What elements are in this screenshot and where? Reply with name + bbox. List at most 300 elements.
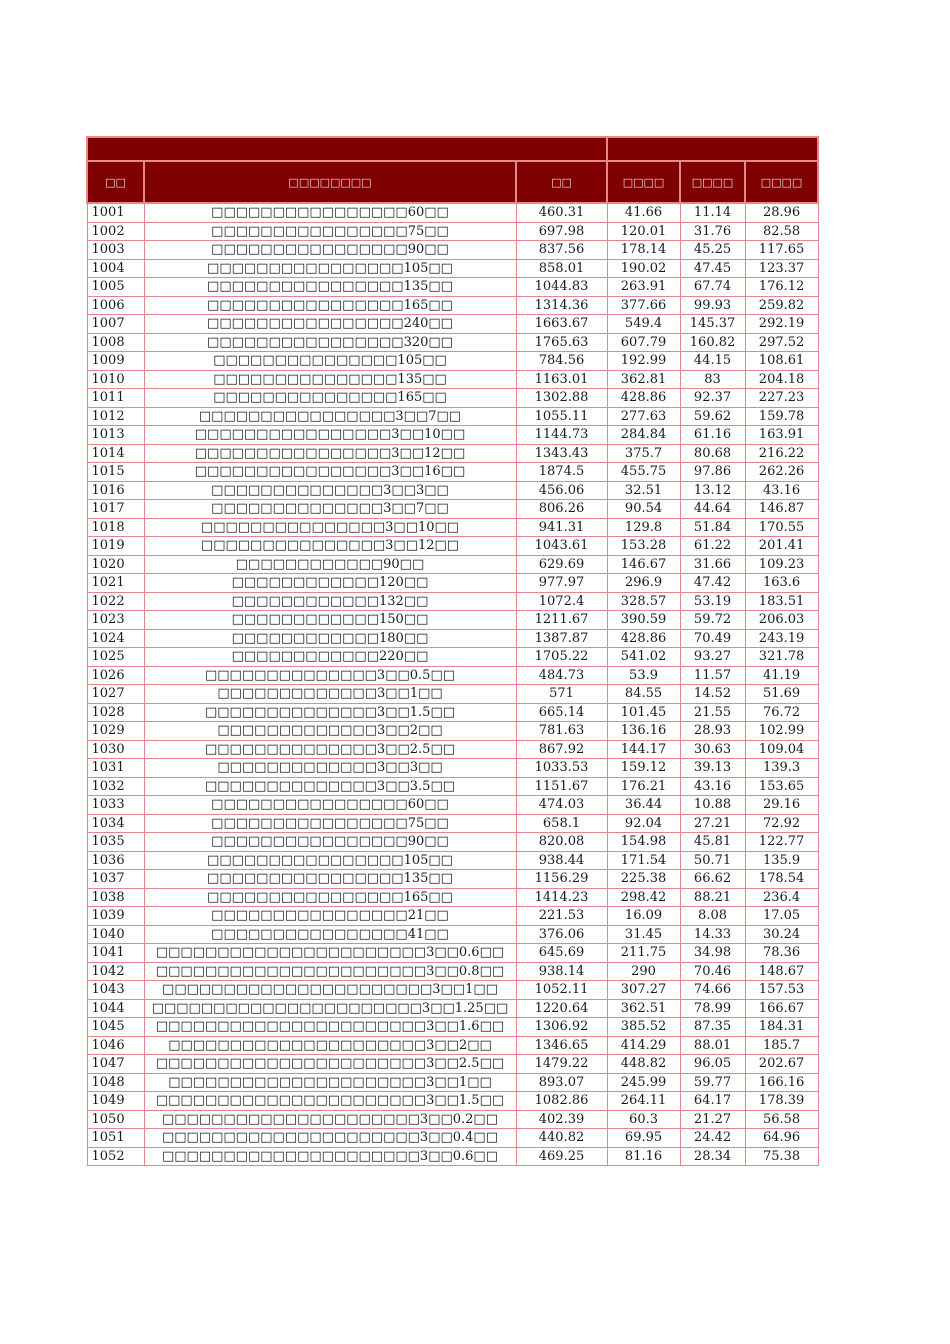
- cell-col-c: 51.69: [745, 685, 818, 704]
- cell-name: □□□□□□□□□□□□□□□□□□□□□3□□0.6□□: [144, 1147, 516, 1166]
- cell-col-a: 178.14: [607, 241, 680, 260]
- table-row: [87, 370, 818, 389]
- cell-col-c: 41.19: [745, 666, 818, 685]
- table-row: [87, 925, 818, 944]
- cell-price: 1156.29: [516, 870, 607, 889]
- table-row: [87, 851, 818, 870]
- cell-id: 1048: [87, 1073, 144, 1092]
- cell-price: 1163.01: [516, 370, 607, 389]
- cell-col-b: 27.21: [680, 814, 745, 833]
- cell-col-b: 31.66: [680, 555, 745, 574]
- table-row: [87, 278, 818, 297]
- cell-col-b: 74.66: [680, 981, 745, 1000]
- cell-id: 1021: [87, 574, 144, 593]
- cell-name: □□□□□□□□□□□□□□□3□□12□□: [144, 537, 516, 556]
- cell-price: 221.53: [516, 907, 607, 926]
- cell-col-a: 153.28: [607, 537, 680, 556]
- cell-price: 629.69: [516, 555, 607, 574]
- cell-id: 1050: [87, 1110, 144, 1129]
- cell-col-c: 56.58: [745, 1110, 818, 1129]
- cell-col-a: 455.75: [607, 463, 680, 482]
- cell-id: 1011: [87, 389, 144, 408]
- cell-col-b: 59.62: [680, 407, 745, 426]
- cell-col-a: 101.45: [607, 703, 680, 722]
- cell-price: 484.73: [516, 666, 607, 685]
- cell-price: 1072.4: [516, 592, 607, 611]
- cell-col-c: 259.82: [745, 296, 818, 315]
- header-id: □□: [87, 161, 144, 203]
- cell-name: □□□□□□□□□□□□□□□□90□□: [144, 833, 516, 852]
- cell-col-a: 192.99: [607, 352, 680, 371]
- table-row: [87, 574, 818, 593]
- cell-name: □□□□□□□□□□□□□□□135□□: [144, 370, 516, 389]
- table-row: [87, 833, 818, 852]
- header-name: □□□□□□□□: [144, 161, 516, 203]
- cell-col-a: 171.54: [607, 851, 680, 870]
- table-row: [87, 907, 818, 926]
- cell-id: 1014: [87, 444, 144, 463]
- cell-id: 1033: [87, 796, 144, 815]
- cell-col-b: 53.19: [680, 592, 745, 611]
- cell-col-b: 78.99: [680, 999, 745, 1018]
- cell-col-b: 44.64: [680, 500, 745, 519]
- table-row: [87, 722, 818, 741]
- cell-price: 1306.92: [516, 1018, 607, 1037]
- cell-col-b: 145.37: [680, 315, 745, 334]
- cell-col-b: 70.49: [680, 629, 745, 648]
- cell-name: □□□□□□□□□□□□□□□□135□□: [144, 278, 516, 297]
- table-row: [87, 203, 818, 222]
- table-row: [87, 444, 818, 463]
- cell-id: 1004: [87, 259, 144, 278]
- cell-col-b: 61.16: [680, 426, 745, 445]
- cell-id: 1046: [87, 1036, 144, 1055]
- cell-col-a: 428.86: [607, 389, 680, 408]
- cell-col-b: 24.42: [680, 1129, 745, 1148]
- cell-col-c: 76.72: [745, 703, 818, 722]
- cell-price: 938.44: [516, 851, 607, 870]
- cell-col-c: 183.51: [745, 592, 818, 611]
- cell-price: 820.08: [516, 833, 607, 852]
- cell-price: 1874.5: [516, 463, 607, 482]
- cell-name: □□□□□□□□□□□□□□□165□□: [144, 389, 516, 408]
- cell-name: □□□□□□□□□□□□□□□□□□□□□□3□□0.6□□: [144, 944, 516, 963]
- table-row: [87, 740, 818, 759]
- cell-col-c: 243.19: [745, 629, 818, 648]
- cell-id: 1041: [87, 944, 144, 963]
- table-row: [87, 870, 818, 889]
- cell-id: 1012: [87, 407, 144, 426]
- cell-price: 1387.87: [516, 629, 607, 648]
- cell-name: □□□□□□□□□□□□□□□□□□□□□□3□□1□□: [144, 981, 516, 1000]
- cell-name: □□□□□□□□□□□□□□□105□□: [144, 352, 516, 371]
- cell-name: □□□□□□□□□□□□220□□: [144, 648, 516, 667]
- table-row: [87, 1055, 818, 1074]
- cell-col-c: 206.03: [745, 611, 818, 630]
- cell-col-b: 31.76: [680, 222, 745, 241]
- cell-col-a: 328.57: [607, 592, 680, 611]
- cell-id: 1002: [87, 222, 144, 241]
- cell-col-a: 307.27: [607, 981, 680, 1000]
- cell-name: □□□□□□□□□□□□□□□3□□10□□: [144, 518, 516, 537]
- cell-name: □□□□□□□□□□□□□□□□165□□: [144, 888, 516, 907]
- cell-price: 571: [516, 685, 607, 704]
- table-row: [87, 537, 818, 556]
- cell-col-a: 41.66: [607, 203, 680, 222]
- cell-col-a: 362.81: [607, 370, 680, 389]
- cell-price: 941.31: [516, 518, 607, 537]
- cell-col-a: 263.91: [607, 278, 680, 297]
- cell-id: 1029: [87, 722, 144, 741]
- cell-col-b: 47.42: [680, 574, 745, 593]
- cell-id: 1023: [87, 611, 144, 630]
- cell-col-c: 204.18: [745, 370, 818, 389]
- cell-col-a: 144.17: [607, 740, 680, 759]
- cell-col-b: 34.98: [680, 944, 745, 963]
- cell-price: 938.14: [516, 962, 607, 981]
- cell-col-c: 236.4: [745, 888, 818, 907]
- cell-col-b: 28.93: [680, 722, 745, 741]
- table-row: [87, 222, 818, 241]
- cell-col-a: 69.95: [607, 1129, 680, 1148]
- cell-price: 858.01: [516, 259, 607, 278]
- cell-col-c: 109.04: [745, 740, 818, 759]
- cell-col-c: 148.67: [745, 962, 818, 981]
- cell-col-a: 190.02: [607, 259, 680, 278]
- cell-name: □□□□□□□□□□□□□□□□□□□□□3□□0.2□□: [144, 1110, 516, 1129]
- table-row: [87, 814, 818, 833]
- cell-col-c: 72.92: [745, 814, 818, 833]
- cell-id: 1028: [87, 703, 144, 722]
- cell-col-b: 45.81: [680, 833, 745, 852]
- cell-price: 1211.67: [516, 611, 607, 630]
- table-row: [87, 352, 818, 371]
- cell-price: 1082.86: [516, 1092, 607, 1111]
- cell-col-a: 129.8: [607, 518, 680, 537]
- cell-name: □□□□□□□□□□□□□□□□□□□□□□3□□0.8□□: [144, 962, 516, 981]
- cell-col-b: 21.27: [680, 1110, 745, 1129]
- cell-price: 1055.11: [516, 407, 607, 426]
- header-group-left: [87, 137, 607, 161]
- cell-col-b: 44.15: [680, 352, 745, 371]
- cell-price: 440.82: [516, 1129, 607, 1148]
- table-row: [87, 426, 818, 445]
- cell-col-b: 8.08: [680, 907, 745, 926]
- cell-price: 806.26: [516, 500, 607, 519]
- table-row: [87, 1147, 818, 1166]
- table-row: [87, 777, 818, 796]
- price-table: [86, 136, 819, 1166]
- cell-id: 1030: [87, 740, 144, 759]
- cell-id: 1051: [87, 1129, 144, 1148]
- cell-price: 1479.22: [516, 1055, 607, 1074]
- cell-col-c: 108.61: [745, 352, 818, 371]
- table-row: [87, 666, 818, 685]
- cell-col-b: 92.37: [680, 389, 745, 408]
- cell-col-a: 81.16: [607, 1147, 680, 1166]
- header-row: [87, 161, 818, 203]
- cell-price: 1765.63: [516, 333, 607, 352]
- cell-col-b: 39.13: [680, 759, 745, 778]
- cell-name: □□□□□□□□□□□□□□□□105□□: [144, 851, 516, 870]
- cell-col-b: 11.57: [680, 666, 745, 685]
- cell-col-b: 93.27: [680, 648, 745, 667]
- cell-price: 460.31: [516, 203, 607, 222]
- table-row: [87, 1036, 818, 1055]
- cell-col-c: 178.39: [745, 1092, 818, 1111]
- cell-id: 1039: [87, 907, 144, 926]
- cell-col-c: 109.23: [745, 555, 818, 574]
- cell-col-c: 17.05: [745, 907, 818, 926]
- cell-name: □□□□□□□□□□□□□3□□2□□: [144, 722, 516, 741]
- cell-id: 1040: [87, 925, 144, 944]
- cell-col-b: 96.05: [680, 1055, 745, 1074]
- cell-price: 402.39: [516, 1110, 607, 1129]
- cell-col-b: 14.52: [680, 685, 745, 704]
- cell-col-a: 92.04: [607, 814, 680, 833]
- table-row: [87, 241, 818, 260]
- cell-col-c: 176.12: [745, 278, 818, 297]
- cell-col-c: 64.96: [745, 1129, 818, 1148]
- cell-name: □□□□□□□□□□□□□3□□1□□: [144, 685, 516, 704]
- cell-col-c: 185.7: [745, 1036, 818, 1055]
- cell-col-c: 75.38: [745, 1147, 818, 1166]
- cell-col-c: 184.31: [745, 1018, 818, 1037]
- cell-name: □□□□□□□□□□□□□□3□□2.5□□: [144, 740, 516, 759]
- cell-id: 1009: [87, 352, 144, 371]
- cell-price: 977.97: [516, 574, 607, 593]
- cell-id: 1017: [87, 500, 144, 519]
- price-table-sheet: [86, 136, 817, 1166]
- cell-col-b: 10.88: [680, 796, 745, 815]
- cell-col-a: 375.7: [607, 444, 680, 463]
- cell-col-a: 176.21: [607, 777, 680, 796]
- cell-name: □□□□□□□□□□□□□□3□□3□□: [144, 481, 516, 500]
- cell-name: □□□□□□□□□□□□□□□□3□□12□□: [144, 444, 516, 463]
- cell-name: □□□□□□□□□□□□□□□□□□□□□3□□0.4□□: [144, 1129, 516, 1148]
- cell-price: 1302.88: [516, 389, 607, 408]
- cell-name: □□□□□□□□□□□□□□3□□0.5□□: [144, 666, 516, 685]
- cell-col-c: 117.65: [745, 241, 818, 260]
- cell-id: 1019: [87, 537, 144, 556]
- cell-col-c: 82.58: [745, 222, 818, 241]
- cell-col-c: 122.77: [745, 833, 818, 852]
- table-row: [87, 333, 818, 352]
- cell-col-b: 97.86: [680, 463, 745, 482]
- cell-col-b: 88.01: [680, 1036, 745, 1055]
- cell-name: □□□□□□□□□□□□□□□□□□□□□□3□□1.6□□: [144, 1018, 516, 1037]
- cell-id: 1052: [87, 1147, 144, 1166]
- cell-col-a: 60.3: [607, 1110, 680, 1129]
- cell-col-a: 225.38: [607, 870, 680, 889]
- cell-col-b: 47.45: [680, 259, 745, 278]
- cell-col-b: 99.93: [680, 296, 745, 315]
- table-row: [87, 518, 818, 537]
- cell-name: □□□□□□□□□□□□□□□□75□□: [144, 222, 516, 241]
- cell-col-b: 59.77: [680, 1073, 745, 1092]
- cell-col-a: 296.9: [607, 574, 680, 593]
- cell-col-a: 32.51: [607, 481, 680, 500]
- cell-col-b: 11.14: [680, 203, 745, 222]
- cell-price: 1044.83: [516, 278, 607, 297]
- cell-col-b: 61.22: [680, 537, 745, 556]
- cell-id: 1003: [87, 241, 144, 260]
- cell-col-a: 120.01: [607, 222, 680, 241]
- cell-col-b: 64.17: [680, 1092, 745, 1111]
- cell-col-a: 36.44: [607, 796, 680, 815]
- cell-col-c: 43.16: [745, 481, 818, 500]
- cell-col-c: 163.91: [745, 426, 818, 445]
- table-row: [87, 611, 818, 630]
- cell-col-a: 448.82: [607, 1055, 680, 1074]
- cell-col-b: 88.21: [680, 888, 745, 907]
- header-group-row: [87, 137, 818, 161]
- table-row: [87, 555, 818, 574]
- header-price: □□: [516, 161, 607, 203]
- cell-id: 1020: [87, 555, 144, 574]
- cell-price: 645.69: [516, 944, 607, 963]
- table-body: [87, 203, 818, 1166]
- cell-col-c: 102.99: [745, 722, 818, 741]
- cell-name: □□□□□□□□□□□□120□□: [144, 574, 516, 593]
- table-row: [87, 315, 818, 334]
- cell-name: □□□□□□□□□□□□□□□□□□□□□3□□1□□: [144, 1073, 516, 1092]
- cell-name: □□□□□□□□□□□□□□□□□□□□□□3□□1.5□□: [144, 1092, 516, 1111]
- cell-col-a: 290: [607, 962, 680, 981]
- cell-col-c: 262.26: [745, 463, 818, 482]
- cell-id: 1045: [87, 1018, 144, 1037]
- cell-col-b: 30.63: [680, 740, 745, 759]
- cell-id: 1037: [87, 870, 144, 889]
- cell-price: 665.14: [516, 703, 607, 722]
- cell-price: 1043.61: [516, 537, 607, 556]
- table-row: [87, 703, 818, 722]
- cell-id: 1024: [87, 629, 144, 648]
- table-row: [87, 796, 818, 815]
- header-col-b: □□□□: [680, 161, 745, 203]
- cell-col-b: 66.62: [680, 870, 745, 889]
- cell-col-b: 43.16: [680, 777, 745, 796]
- cell-id: 1010: [87, 370, 144, 389]
- cell-col-c: 170.55: [745, 518, 818, 537]
- cell-col-b: 21.55: [680, 703, 745, 722]
- cell-col-a: 377.66: [607, 296, 680, 315]
- cell-price: 456.06: [516, 481, 607, 500]
- cell-col-c: 166.16: [745, 1073, 818, 1092]
- cell-price: 1144.73: [516, 426, 607, 445]
- cell-price: 1151.67: [516, 777, 607, 796]
- cell-price: 1220.64: [516, 999, 607, 1018]
- cell-price: 474.03: [516, 796, 607, 815]
- table-row: [87, 259, 818, 278]
- cell-name: □□□□□□□□□□□□□□□□41□□: [144, 925, 516, 944]
- cell-col-a: 390.59: [607, 611, 680, 630]
- cell-id: 1032: [87, 777, 144, 796]
- cell-price: 697.98: [516, 222, 607, 241]
- cell-name: □□□□□□□□□□□□□3□□3□□: [144, 759, 516, 778]
- cell-price: 1314.36: [516, 296, 607, 315]
- cell-name: □□□□□□□□□□□□□□□□□□□□□3□□2□□: [144, 1036, 516, 1055]
- table-row: [87, 629, 818, 648]
- cell-col-b: 45.25: [680, 241, 745, 260]
- cell-name: □□□□□□□□□□□□132□□: [144, 592, 516, 611]
- cell-col-a: 428.86: [607, 629, 680, 648]
- table-row: [87, 389, 818, 408]
- cell-name: □□□□□□□□□□□□□□□□60□□: [144, 796, 516, 815]
- cell-id: 1008: [87, 333, 144, 352]
- cell-id: 1034: [87, 814, 144, 833]
- table-row: [87, 1073, 818, 1092]
- cell-col-c: 297.52: [745, 333, 818, 352]
- table-row: [87, 1018, 818, 1037]
- cell-col-c: 28.96: [745, 203, 818, 222]
- table-row: [87, 685, 818, 704]
- cell-col-a: 154.98: [607, 833, 680, 852]
- table-row: [87, 1110, 818, 1129]
- cell-name: □□□□□□□□□□□□□□□□3□□16□□: [144, 463, 516, 482]
- cell-col-b: 80.68: [680, 444, 745, 463]
- cell-col-b: 67.74: [680, 278, 745, 297]
- cell-id: 1027: [87, 685, 144, 704]
- cell-id: 1007: [87, 315, 144, 334]
- table-row: [87, 759, 818, 778]
- cell-col-c: 163.6: [745, 574, 818, 593]
- cell-col-c: 30.24: [745, 925, 818, 944]
- cell-price: 1414.23: [516, 888, 607, 907]
- cell-name: □□□□□□□□□□□□180□□: [144, 629, 516, 648]
- cell-id: 1018: [87, 518, 144, 537]
- cell-col-a: 159.12: [607, 759, 680, 778]
- cell-id: 1025: [87, 648, 144, 667]
- cell-col-a: 31.45: [607, 925, 680, 944]
- cell-col-b: 83: [680, 370, 745, 389]
- cell-col-b: 160.82: [680, 333, 745, 352]
- table-row: [87, 981, 818, 1000]
- table-row: [87, 1129, 818, 1148]
- cell-col-c: 202.67: [745, 1055, 818, 1074]
- cell-name: □□□□□□□□□□□□□□3□□3.5□□: [144, 777, 516, 796]
- cell-name: □□□□□□□□□□□□90□□: [144, 555, 516, 574]
- cell-name: □□□□□□□□□□□□□□□□90□□: [144, 241, 516, 260]
- table-row: [87, 500, 818, 519]
- cell-price: 376.06: [516, 925, 607, 944]
- cell-id: 1036: [87, 851, 144, 870]
- cell-id: 1031: [87, 759, 144, 778]
- table-row: [87, 962, 818, 981]
- cell-price: 867.92: [516, 740, 607, 759]
- cell-col-b: 70.46: [680, 962, 745, 981]
- table-row: [87, 463, 818, 482]
- table-row: [87, 592, 818, 611]
- cell-name: □□□□□□□□□□□□□□3□□1.5□□: [144, 703, 516, 722]
- cell-col-a: 284.84: [607, 426, 680, 445]
- cell-col-a: 362.51: [607, 999, 680, 1018]
- cell-price: 781.63: [516, 722, 607, 741]
- cell-col-c: 29.16: [745, 796, 818, 815]
- cell-col-a: 607.79: [607, 333, 680, 352]
- cell-id: 1042: [87, 962, 144, 981]
- cell-price: 1052.11: [516, 981, 607, 1000]
- cell-col-c: 216.22: [745, 444, 818, 463]
- cell-id: 1015: [87, 463, 144, 482]
- cell-col-a: 264.11: [607, 1092, 680, 1111]
- cell-price: 837.56: [516, 241, 607, 260]
- cell-col-a: 84.55: [607, 685, 680, 704]
- cell-id: 1022: [87, 592, 144, 611]
- cell-id: 1044: [87, 999, 144, 1018]
- cell-id: 1049: [87, 1092, 144, 1111]
- cell-col-a: 136.16: [607, 722, 680, 741]
